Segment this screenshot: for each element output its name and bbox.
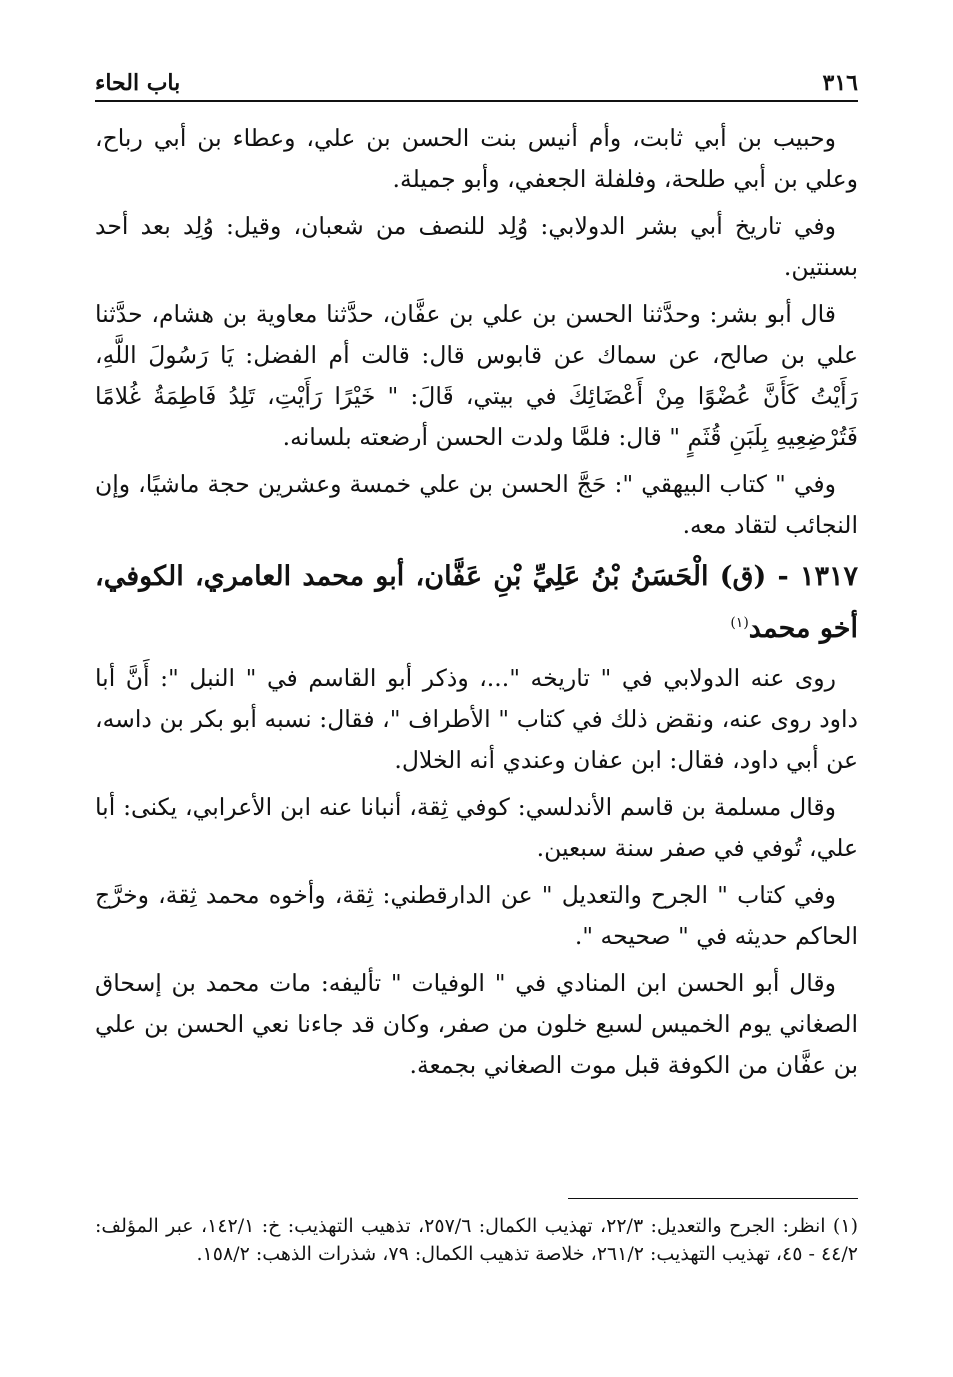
entry-paragraph: وقال أبو الحسن ابن المنادي في " الوفيات " تأليفه: مات محمد بن إسحاق الصغاني يوم الخميس لسبع خلون من صفر، وكان قد جاءنا نعي الحسن بن علي بن عفَّان من الكوفة قبل موت الصغاني بجمعة. bbox=[95, 969, 858, 1079]
footnote: (١) انظر: الجرح والتعديل: ٢٢/٣، تهذيب الكمال: ٢٥٧/٦، تذهيب التهذيب: خ: ١٤٢/١، عبر المؤلف: ٤٤/٢ - ٤٥، تهذيب التهذيب: ٢٦١/٢، خلاصة تذهيب الكمال: ٧٩، شذرات الذهب: ١٥٨/٢. bbox=[95, 1215, 858, 1265]
entry-paragraph: وفي كتاب " الجرح والتعديل " عن الدارقطني: ثِقة، وأخوه محمد ثِقة، وخرَّج الحاكم حديثه في " صحيحه ". bbox=[95, 881, 858, 950]
paragraph: وحبيب بن أبي ثابت، وأم أنيس بنت الحسن بن علي، وعطاء بن أبي رباح، وعلي بن أبي طلحة، وفلفلة الجعفي، وأبو جميلة. bbox=[95, 124, 858, 193]
entry-heading bbox=[95, 554, 858, 652]
footnotes bbox=[95, 1212, 858, 1268]
main-text bbox=[95, 118, 858, 1092]
entry-heading-text: ١٣١٧ - (ق) الْحَسَنُ بْنُ عَلِيِّ بْنِ عَفَّان، أبو محمد العامري، الكوفي، أخو محمد bbox=[95, 561, 858, 644]
paragraph: وفي تاريخ أبي بشر الدولابي: وُلِد للنصف من شعبان، وقيل: وُلِد بعد أحد بسنتين. bbox=[95, 212, 858, 281]
entry-paragraph: وقال مسلمة بن قاسم الأندلسي: كوفي ثِقة، أنبانا عنه ابن الأعرابي، يكنى: أبا علي، تُوفي في صفر سنة سبعين. bbox=[95, 793, 858, 862]
running-header bbox=[95, 60, 858, 102]
paragraph: وفي " كتاب البيهقي ": حَجَّ الحسن بن علي خمسة وعشرين حجة ماشيًا، وإن النجائب لتقاد معه. bbox=[95, 470, 858, 539]
entry-paragraph: روى عنه الدولابي في " تاريخه "...، وذكر أبو القاسم في " النبل ": أَنَّ أبا داود روى عنه، ونقض ذلك في كتاب " الأطراف "، فقال: نسبه أبو بكر بن داسه، عن أبي داود، فقال: ابن عفان وعندي أنه الخلال. bbox=[95, 664, 858, 774]
paragraph: قال أبو بشر: وحدَّثنا الحسن بن علي بن عفَّان، حدَّثنا معاوية بن هشام، حدَّثنا علي بن صالح، عن سماك عن قابوس قال: قالت أم الفضل: يَا رَسُولَ اللَّهِ، رَأَيْتُ كَأَنَّ عُضْوًا مِنْ أَعْضَائِكَ في بيتي، قَالَ: " خَيْرًا رَأَيْتِ، تَلِدُ فَاطِمَةُ غُلامًا فَتُرْضِعِيهِ بِلَبَنِ قُثَمٍ " قال: فلمَّا ولدت الحسن أرضعته بلسانه. bbox=[95, 300, 858, 451]
footnote-marker: (١) bbox=[730, 615, 749, 631]
footnote-separator bbox=[568, 1198, 858, 1199]
chapter-title: باب الحاء bbox=[95, 70, 181, 96]
page-number: ٣١٦ bbox=[822, 70, 858, 96]
